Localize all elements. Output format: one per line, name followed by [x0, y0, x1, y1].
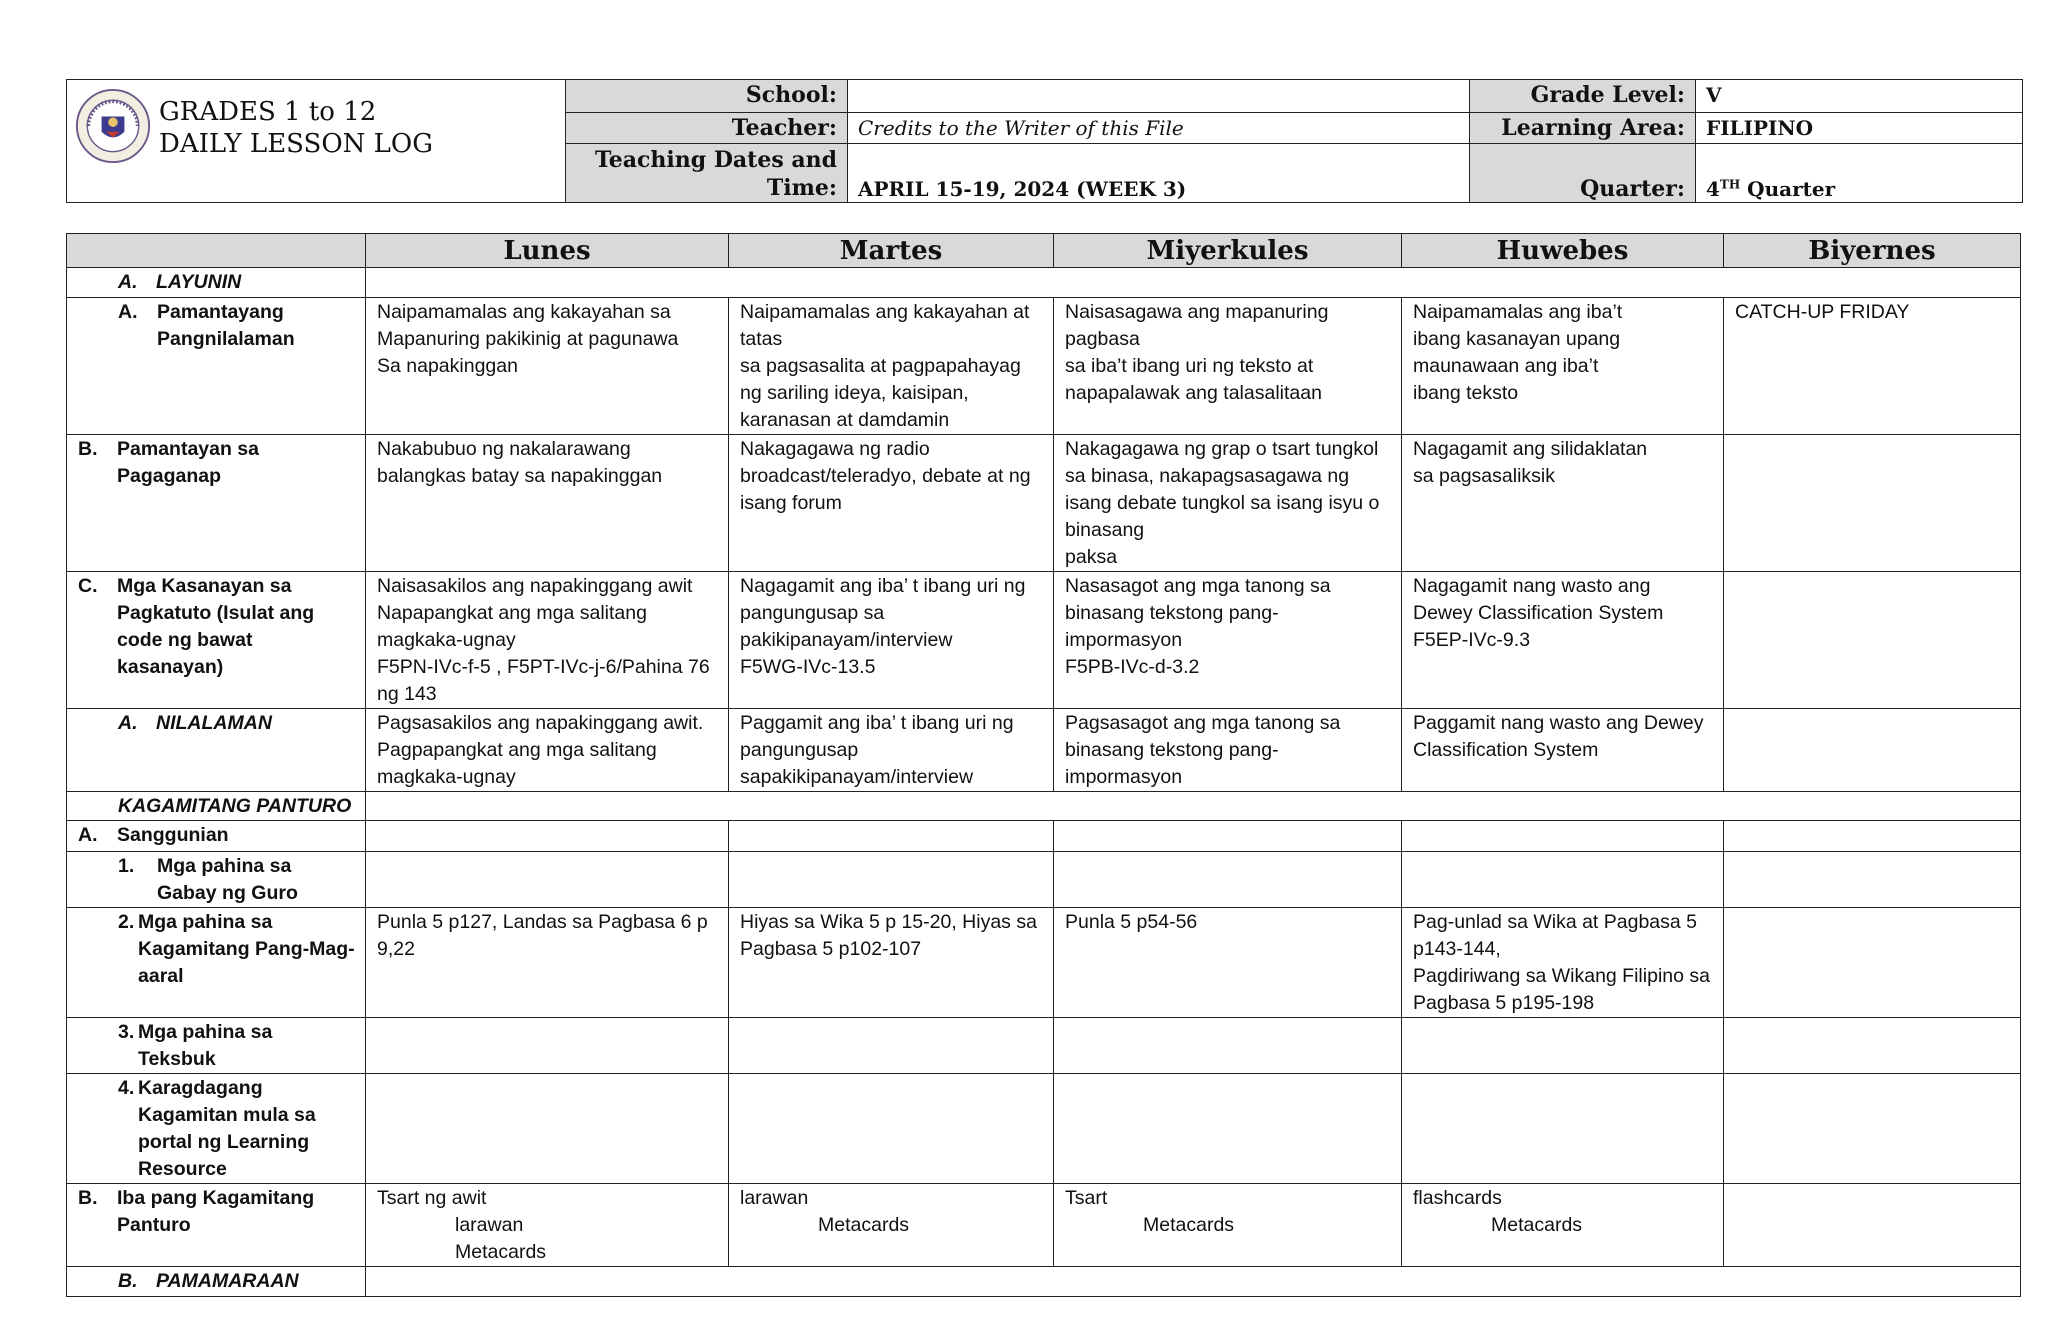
karagdagang-lunes	[366, 1074, 729, 1184]
row-label-kagamitang-pang-mag-aaral: 2. Mga pahina sa Kagamitang Pang-Mag-aaral	[67, 908, 366, 1018]
row-label-karagdagang-kagamitan: 4. Karagdagang Kagamitan mula sa portal ng Learning Resource	[67, 1074, 366, 1184]
pagganap-miyerkules: Nakagagawa ng grap o tsart tungkol sa binasa, nakapagsasagawa ng isang debate tungkol sa isang isyu o binasang paksa	[1054, 435, 1402, 572]
karagdagang-huwebes	[1402, 1074, 1724, 1184]
row-label-kagamitang-panturo: KAGAMITANG PANTURO	[67, 792, 366, 821]
row-label-layunin: A. LAYUNIN	[67, 268, 366, 298]
teacher-value: Credits to the Writer of this File	[848, 113, 1470, 144]
title-line-2: DAILY LESSON LOG	[159, 129, 434, 159]
teksbuk-martes	[729, 1018, 1054, 1074]
quarter-value: 4TH Quarter	[1696, 144, 2023, 203]
row-label-nilalaman: A. NILALAMAN	[67, 709, 366, 792]
row-label-iba-pang-kagamitang-panturo: B. Iba pang Kagamitang Panturo	[67, 1184, 366, 1267]
iba-pang-huwebes: flashcards Metacards	[1402, 1184, 1724, 1267]
row-label-sanggunian: A. Sanggunian	[67, 821, 366, 852]
day-header-miyerkules: Miyerkules	[1054, 234, 1402, 268]
pamantayang-biyernes: CATCH-UP FRIDAY	[1724, 298, 2021, 435]
pamamaraan-cell	[366, 1267, 2021, 1297]
kasanayan-miyerkules: Nasasagot ang mga tanong sa binasang tekstong pang-impormasyon F5PB-IVc-d-3.2	[1054, 572, 1402, 709]
karagdagang-martes	[729, 1074, 1054, 1184]
gabay-martes	[729, 852, 1054, 908]
pamantayang-lunes: Naipamamalas ang kakayahan sa Mapanuring pakikinig at pagunawa Sa napakinggan	[366, 298, 729, 435]
kagamitang-mag-martes: Hiyas sa Wika 5 p 15-20, Hiyas sa Pagbasa 5 p102-107	[729, 908, 1054, 1018]
teksbuk-lunes	[366, 1018, 729, 1074]
grade-level-label: Grade Level:	[1470, 80, 1696, 113]
day-header-biyernes: Biyernes	[1724, 234, 2021, 268]
deped-seal-icon	[75, 88, 151, 164]
day-header-martes: Martes	[729, 234, 1054, 268]
teksbuk-miyerkules	[1054, 1018, 1402, 1074]
header-table	[66, 79, 2023, 203]
teaching-dates-label: Teaching Dates and Time:	[566, 144, 848, 203]
row-label-pamantayan-sa-pagaganap: B. Pamantayan sa Pagaganap	[67, 435, 366, 572]
nilalaman-biyernes	[1724, 709, 2021, 792]
pagganap-biyernes	[1724, 435, 2021, 572]
sanggunian-lunes	[366, 821, 729, 852]
quarter-label: Quarter:	[1470, 144, 1696, 203]
sanggunian-miyerkules	[1054, 821, 1402, 852]
school-value	[848, 80, 1470, 113]
day-header-lunes: Lunes	[366, 234, 729, 268]
kagamitang-mag-biyernes	[1724, 908, 2021, 1018]
nilalaman-lunes: Pagsasakilos ang napakinggang awit. Pagpapangkat ang mga salitang magkaka-ugnay	[366, 709, 729, 792]
kagamitang-mag-miyerkules: Punla 5 p54-56	[1054, 908, 1402, 1018]
title-cell	[67, 80, 566, 203]
pamantayang-huwebes: Naipamamalas ang iba’t ibang kasanayan upang maunawaan ang iba’t ibang teksto	[1402, 298, 1724, 435]
pamantayang-martes: Naipamamalas ang kakayahan at tatas sa pagsasalita at pagpapahayag ng sariling ideya, kaisipan, karanasan at damdamin	[729, 298, 1054, 435]
learning-area-label: Learning Area:	[1470, 113, 1696, 144]
kagamitang-mag-huwebes: Pag-unlad sa Wika at Pagbasa 5 p143-144, Pagdiriwang sa Wikang Filipino sa Pagbasa 5 p195-198	[1402, 908, 1724, 1018]
iba-pang-lunes: Tsart ng awit larawan Metacards	[366, 1184, 729, 1267]
karagdagang-miyerkules	[1054, 1074, 1402, 1184]
school-label: School:	[566, 80, 848, 113]
teaching-dates-value: APRIL 15-19, 2024 (WEEK 3)	[848, 144, 1470, 203]
lesson-log-table	[66, 233, 2021, 1297]
row-label-teksbuk: 3. Mga pahina sa Teksbuk	[67, 1018, 366, 1074]
teksbuk-huwebes	[1402, 1018, 1724, 1074]
gabay-biyernes	[1724, 852, 2021, 908]
iba-pang-biyernes	[1724, 1184, 2021, 1267]
kasanayan-lunes: Naisasakilos ang napakinggang awit Napapangkat ang mga salitang magkaka-ugnay F5PN-IVc-f-5 , F5PT-IVc-j-6/Pahina 76 ng 143	[366, 572, 729, 709]
sanggunian-biyernes	[1724, 821, 2021, 852]
learning-area-value: FILIPINO	[1696, 113, 2023, 144]
nilalaman-martes: Paggamit ang iba’ t ibang uri ng pangungusap sapakikipanayam/interview	[729, 709, 1054, 792]
sanggunian-martes	[729, 821, 1054, 852]
iba-pang-miyerkules: Tsart Metacards	[1054, 1184, 1402, 1267]
row-label-pamamaraan: B. PAMAMARAAN	[67, 1267, 366, 1297]
sanggunian-huwebes	[1402, 821, 1724, 852]
pagganap-martes: Nakagagawa ng radio broadcast/teleradyo, debate at ng isang forum	[729, 435, 1054, 572]
layunin-cell	[366, 268, 2021, 298]
gabay-huwebes	[1402, 852, 1724, 908]
day-header-huwebes: Huwebes	[1402, 234, 1724, 268]
corner-header-cell	[67, 234, 366, 268]
kasanayan-martes: Nagagamit ang iba’ t ibang uri ng pangungusap sa pakikipanayam/interview F5WG-IVc-13.5	[729, 572, 1054, 709]
kasanayan-huwebes: Nagagamit nang wasto ang Dewey Classification System F5EP-IVc-9.3	[1402, 572, 1724, 709]
row-label-mga-kasanayan: C. Mga Kasanayan sa Pagkatuto (Isulat ang code ng bawat kasanayan)	[67, 572, 366, 709]
teacher-label: Teacher:	[566, 113, 848, 144]
pamantayang-miyerkules: Naisasagawa ang mapanuring pagbasa sa iba’t ibang uri ng teksto at napapalawak ang talasalitaan	[1054, 298, 1402, 435]
nilalaman-huwebes: Paggamit nang wasto ang Dewey Classification System	[1402, 709, 1724, 792]
gabay-miyerkules	[1054, 852, 1402, 908]
teksbuk-biyernes	[1724, 1018, 2021, 1074]
pagganap-lunes: Nakabubuo ng nakalarawang balangkas batay sa napakinggan	[366, 435, 729, 572]
kagamitang-panturo-cell	[366, 792, 2021, 821]
row-label-gabay-ng-guro: 1. Mga pahina sa Gabay ng Guro	[67, 852, 366, 908]
title-line-1: GRADES 1 to 12	[159, 97, 377, 127]
grade-level-value: V	[1696, 80, 2023, 113]
row-label-pamantayang-pangnilalaman: A. Pamantayang Pangnilalaman	[67, 298, 366, 435]
kasanayan-biyernes	[1724, 572, 2021, 709]
iba-pang-martes: larawan Metacards	[729, 1184, 1054, 1267]
gabay-lunes	[366, 852, 729, 908]
nilalaman-miyerkules: Pagsasagot ang mga tanong sa binasang tekstong pang-impormasyon	[1054, 709, 1402, 792]
kagamitang-mag-lunes: Punla 5 p127, Landas sa Pagbasa 6 p 9,22	[366, 908, 729, 1018]
pagganap-huwebes: Nagagamit ang silidaklatan sa pagsasaliksik	[1402, 435, 1724, 572]
karagdagang-biyernes	[1724, 1074, 2021, 1184]
